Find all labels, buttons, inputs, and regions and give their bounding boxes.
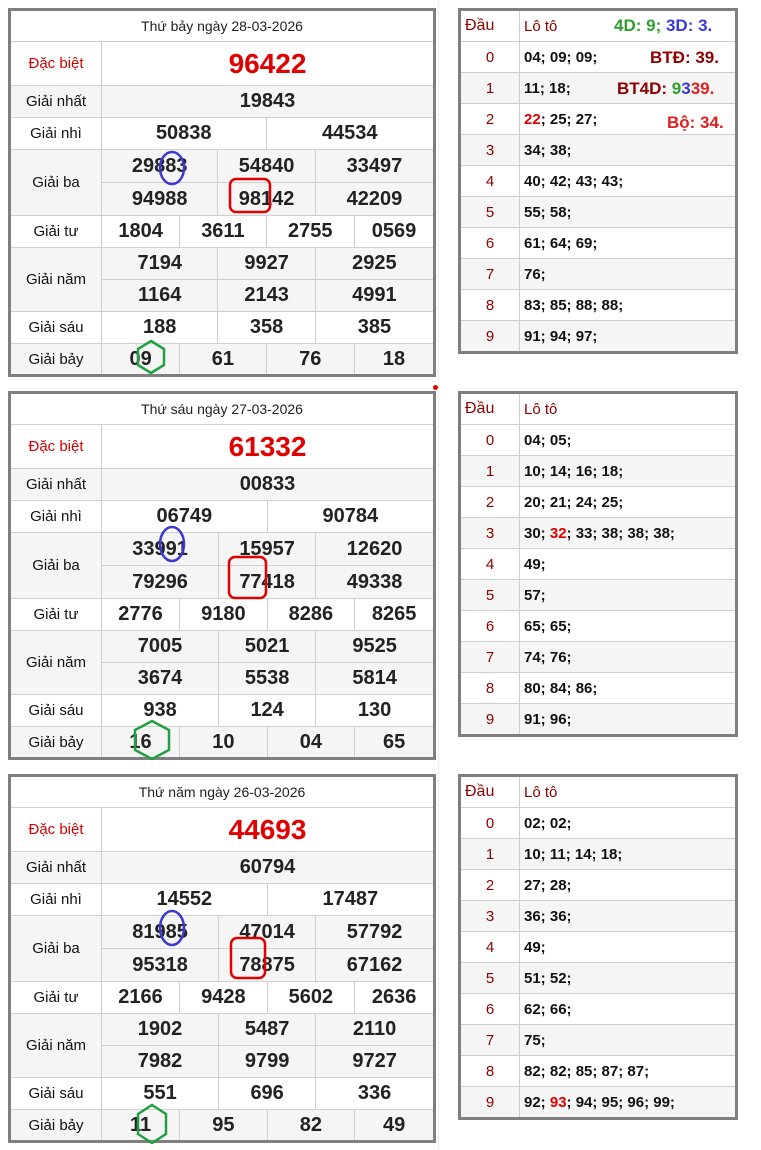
label-special: Đặc biệt: [10, 42, 102, 86]
special-prize: 44693: [102, 808, 435, 852]
draw-date: Thứ năm ngày 26-03-2026: [10, 776, 435, 808]
loto-values: 11; 18;: [520, 73, 737, 104]
label-fifth: Giải năm: [10, 1014, 102, 1078]
loto-values: 82; 82; 85; 87; 87;: [520, 1056, 737, 1087]
loto-head: 2: [460, 870, 520, 901]
loto-head: 4: [460, 166, 520, 197]
label-third: Giải ba: [10, 533, 102, 599]
fourth-prize: 2755: [266, 216, 354, 248]
seventh-prize: 09: [102, 344, 180, 376]
third-prize: 79296: [102, 566, 219, 599]
loto-values: 61; 64; 69;: [520, 228, 737, 259]
label-seventh: Giải bảy: [10, 727, 102, 759]
loto-head: 1: [460, 456, 520, 487]
stat-bt4d: [617, 79, 714, 99]
third-prize: 95318: [102, 949, 219, 982]
third-prize: 77418: [219, 566, 316, 599]
sixth-prize: 938: [102, 695, 219, 727]
loto-values: 80; 84; 86;: [520, 673, 737, 704]
second-prize: 90784: [267, 501, 434, 533]
fifth-prize: 2925: [315, 248, 434, 280]
third-prize: 67162: [316, 949, 435, 982]
fourth-prize: 1804: [102, 216, 180, 248]
seventh-prize: 82: [267, 1110, 355, 1142]
label-seventh: Giải bảy: [10, 1110, 102, 1142]
label-first: Giải nhất: [10, 469, 102, 501]
sixth-prize: 551: [102, 1078, 219, 1110]
fourth-prize: 0569: [354, 216, 434, 248]
fourth-prize: 2166: [102, 982, 180, 1014]
loto-values: [520, 518, 737, 549]
loto-values: 74; 76;: [520, 642, 737, 673]
loto-special-value: 32: [549, 524, 567, 542]
label-third: Giải ba: [10, 916, 102, 982]
fifth-prize: 5538: [219, 663, 316, 695]
loto-values: 57;: [520, 580, 737, 611]
loto-head: 4: [460, 932, 520, 963]
loto-values: 91; 96;: [520, 704, 737, 736]
fifth-prize: 7005: [102, 631, 219, 663]
label-third: Giải ba: [10, 150, 102, 216]
loto-head: 0: [460, 808, 520, 839]
third-prize: 47014: [219, 916, 316, 949]
loto-special-value: 93: [549, 1093, 567, 1111]
loto-values: 40; 42; 43; 43;: [520, 166, 737, 197]
loto-table-2: [458, 391, 738, 737]
loto-values-rest: ; 33; 38; 38; 38;: [566, 524, 675, 542]
seventh-prize: 76: [266, 344, 354, 376]
first-prize: 00833: [102, 469, 435, 501]
fourth-prize: 3611: [180, 216, 266, 248]
loto-head: 0: [460, 42, 520, 73]
loto-head: 3: [460, 518, 520, 549]
third-prize: 81985: [102, 916, 219, 949]
fifth-prize: 9927: [218, 248, 315, 280]
loto-head-label: Đầu: [460, 10, 520, 42]
fifth-prize: 1902: [102, 1014, 219, 1046]
label-fourth: Giải tư: [10, 599, 102, 631]
second-prize: 14552: [102, 884, 268, 916]
stat-3d: 3D: 3.: [665, 16, 713, 35]
stat-4d-3d: [614, 16, 712, 36]
draw-date: Thứ sáu ngày 27-03-2026: [10, 393, 435, 425]
stat-4d: 4D: 9;: [614, 16, 662, 35]
loto-head: 3: [460, 135, 520, 166]
fifth-prize: 9799: [219, 1046, 316, 1078]
loto-values-pre: 92;: [524, 1093, 550, 1111]
label-second: Giải nhì: [10, 118, 102, 150]
draw-date: Thứ bảy ngày 28-03-2026: [10, 10, 435, 42]
sixth-prize: 124: [219, 695, 316, 727]
loto-col-label: Lô tô: [520, 10, 737, 42]
loto-values: 55; 58;: [520, 197, 737, 228]
sixth-prize: 188: [102, 312, 218, 344]
loto-head: 2: [460, 104, 520, 135]
loto-head: 8: [460, 290, 520, 321]
fifth-prize: 5487: [219, 1014, 316, 1046]
fifth-prize: 9727: [316, 1046, 435, 1078]
stat-btd: BTĐ: 39.: [650, 48, 719, 67]
second-prize: 17487: [267, 884, 434, 916]
loto-head-label: Đầu: [460, 393, 520, 425]
loto-head: 1: [460, 839, 520, 870]
loto-values: 65; 65;: [520, 611, 737, 642]
sixth-prize: 336: [316, 1078, 435, 1110]
label-second: Giải nhì: [10, 884, 102, 916]
label-special: Đặc biệt: [10, 808, 102, 852]
second-prize: 44534: [266, 118, 435, 150]
special-prize: 61332: [102, 425, 435, 469]
result-table-2: [8, 391, 436, 760]
loto-values: 49;: [520, 549, 737, 580]
loto-head: 7: [460, 642, 520, 673]
fifth-prize: 7194: [102, 248, 218, 280]
label-first: Giải nhất: [10, 852, 102, 884]
label-first: Giải nhất: [10, 86, 102, 118]
loto-head: 6: [460, 994, 520, 1025]
loto-values: 62; 66;: [520, 994, 737, 1025]
loto-head: 5: [460, 197, 520, 228]
stat-bt4d-label: BT4D:: [617, 79, 672, 98]
label-second: Giải nhì: [10, 501, 102, 533]
fourth-prize: 9180: [180, 599, 268, 631]
fifth-prize: 5021: [219, 631, 316, 663]
label-sixth: Giải sáu: [10, 1078, 102, 1110]
label-fifth: Giải năm: [10, 248, 102, 312]
loto-head: 9: [460, 1087, 520, 1119]
label-sixth: Giải sáu: [10, 312, 102, 344]
loto-values-rest: ; 94; 95; 96; 99;: [566, 1093, 675, 1111]
third-prize: 33497: [315, 150, 434, 183]
loto-values: 36; 36;: [520, 901, 737, 932]
loto-head: 0: [460, 425, 520, 456]
seventh-prize: 04: [267, 727, 355, 759]
loto-head: 7: [460, 1025, 520, 1056]
third-prize: 94988: [102, 183, 218, 216]
fourth-prize: 9428: [180, 982, 268, 1014]
loto-head: 8: [460, 1056, 520, 1087]
loto-values: 04; 05;: [520, 425, 737, 456]
third-prize: 29883: [102, 150, 218, 183]
seventh-prize: 61: [180, 344, 266, 376]
loto-head: 9: [460, 704, 520, 736]
loto-head: 6: [460, 228, 520, 259]
stat-bt4d-digit: 3: [681, 79, 691, 98]
loto-values: 02; 02;: [520, 808, 737, 839]
stat-bt4d-digit: 9: [671, 79, 682, 98]
result-table-3: [8, 774, 436, 1143]
loto-head: 5: [460, 963, 520, 994]
label-special: Đặc biệt: [10, 425, 102, 469]
loto-values-rest: ; 25; 27;: [540, 110, 598, 128]
fifth-prize: 1164: [102, 280, 218, 312]
loto-values: 76;: [520, 259, 737, 290]
seventh-prize: 95: [180, 1110, 268, 1142]
first-prize: 19843: [102, 86, 435, 118]
second-prize: 50838: [102, 118, 267, 150]
first-prize: 60794: [102, 852, 435, 884]
loto-head: 5: [460, 580, 520, 611]
seventh-prize: 65: [355, 727, 435, 759]
seventh-prize: 10: [180, 727, 268, 759]
fifth-prize: 4991: [315, 280, 434, 312]
loto-values: 04; 09; 09;: [520, 42, 737, 73]
fifth-prize: 9525: [316, 631, 435, 663]
loto-values-pre: 30;: [524, 524, 550, 542]
third-prize: 12620: [316, 533, 435, 566]
loto-head: 1: [460, 73, 520, 104]
fourth-prize: 2776: [102, 599, 180, 631]
fourth-prize: 5602: [267, 982, 355, 1014]
loto-head-label: Đầu: [460, 776, 520, 808]
loto-head: 6: [460, 611, 520, 642]
page-divider: [438, 0, 439, 1150]
label-seventh: Giải bảy: [10, 344, 102, 376]
loto-values: 75;: [520, 1025, 737, 1056]
stat-bt4d-digit: 39.: [690, 79, 715, 98]
loto-col-label: Lô tô: [520, 776, 737, 808]
label-fourth: Giải tư: [10, 216, 102, 248]
sixth-prize: 358: [218, 312, 315, 344]
fourth-prize: 8265: [355, 599, 435, 631]
seventh-prize: 49: [355, 1110, 435, 1142]
loto-values: 91; 94; 97;: [520, 321, 737, 353]
seventh-prize: 18: [354, 344, 434, 376]
label-fifth: Giải năm: [10, 631, 102, 695]
sixth-prize: 696: [219, 1078, 316, 1110]
loto-head: 3: [460, 901, 520, 932]
loto-values: 34; 38;: [520, 135, 737, 166]
loto-head: 4: [460, 549, 520, 580]
fifth-prize: 2110: [316, 1014, 435, 1046]
third-prize: 33991: [102, 533, 219, 566]
loto-values: 51; 52;: [520, 963, 737, 994]
loto-values: 10; 14; 16; 18;: [520, 456, 737, 487]
loto-values: 83; 85; 88; 88;: [520, 290, 737, 321]
third-prize: 57792: [316, 916, 435, 949]
label-fourth: Giải tư: [10, 982, 102, 1014]
red-dot-mark: [433, 385, 438, 390]
loto-values: 20; 21; 24; 25;: [520, 487, 737, 518]
loto-values: 10; 11; 14; 18;: [520, 839, 737, 870]
loto-table-3: [458, 774, 738, 1120]
fifth-prize: 7982: [102, 1046, 219, 1078]
loto-head: 7: [460, 259, 520, 290]
loto-head: 9: [460, 321, 520, 353]
fifth-prize: 3674: [102, 663, 219, 695]
third-prize: 78875: [219, 949, 316, 982]
sixth-prize: 130: [316, 695, 435, 727]
third-prize: 49338: [316, 566, 435, 599]
seventh-prize: 11: [102, 1110, 180, 1142]
label-sixth: Giải sáu: [10, 695, 102, 727]
loto-head: 2: [460, 487, 520, 518]
special-prize: 96422: [102, 42, 435, 86]
loto-head: 8: [460, 673, 520, 704]
fourth-prize: 8286: [267, 599, 355, 631]
third-prize: 98142: [218, 183, 315, 216]
seventh-prize: 16: [102, 727, 180, 759]
loto-values: [520, 1087, 737, 1119]
fourth-prize: 2636: [355, 982, 435, 1014]
second-prize: 06749: [102, 501, 268, 533]
result-table-1: [8, 8, 436, 377]
loto-values: 49;: [520, 932, 737, 963]
fifth-prize: 5814: [316, 663, 435, 695]
third-prize: 15957: [219, 533, 316, 566]
loto-special-value: 22: [524, 110, 541, 128]
third-prize: 42209: [315, 183, 434, 216]
third-prize: 54840: [218, 150, 315, 183]
fifth-prize: 2143: [218, 280, 315, 312]
loto-values: 27; 28;: [520, 870, 737, 901]
sixth-prize: 385: [315, 312, 434, 344]
loto-col-label: Lô tô: [520, 393, 737, 425]
stat-bo: Bộ: 34.: [667, 113, 724, 132]
